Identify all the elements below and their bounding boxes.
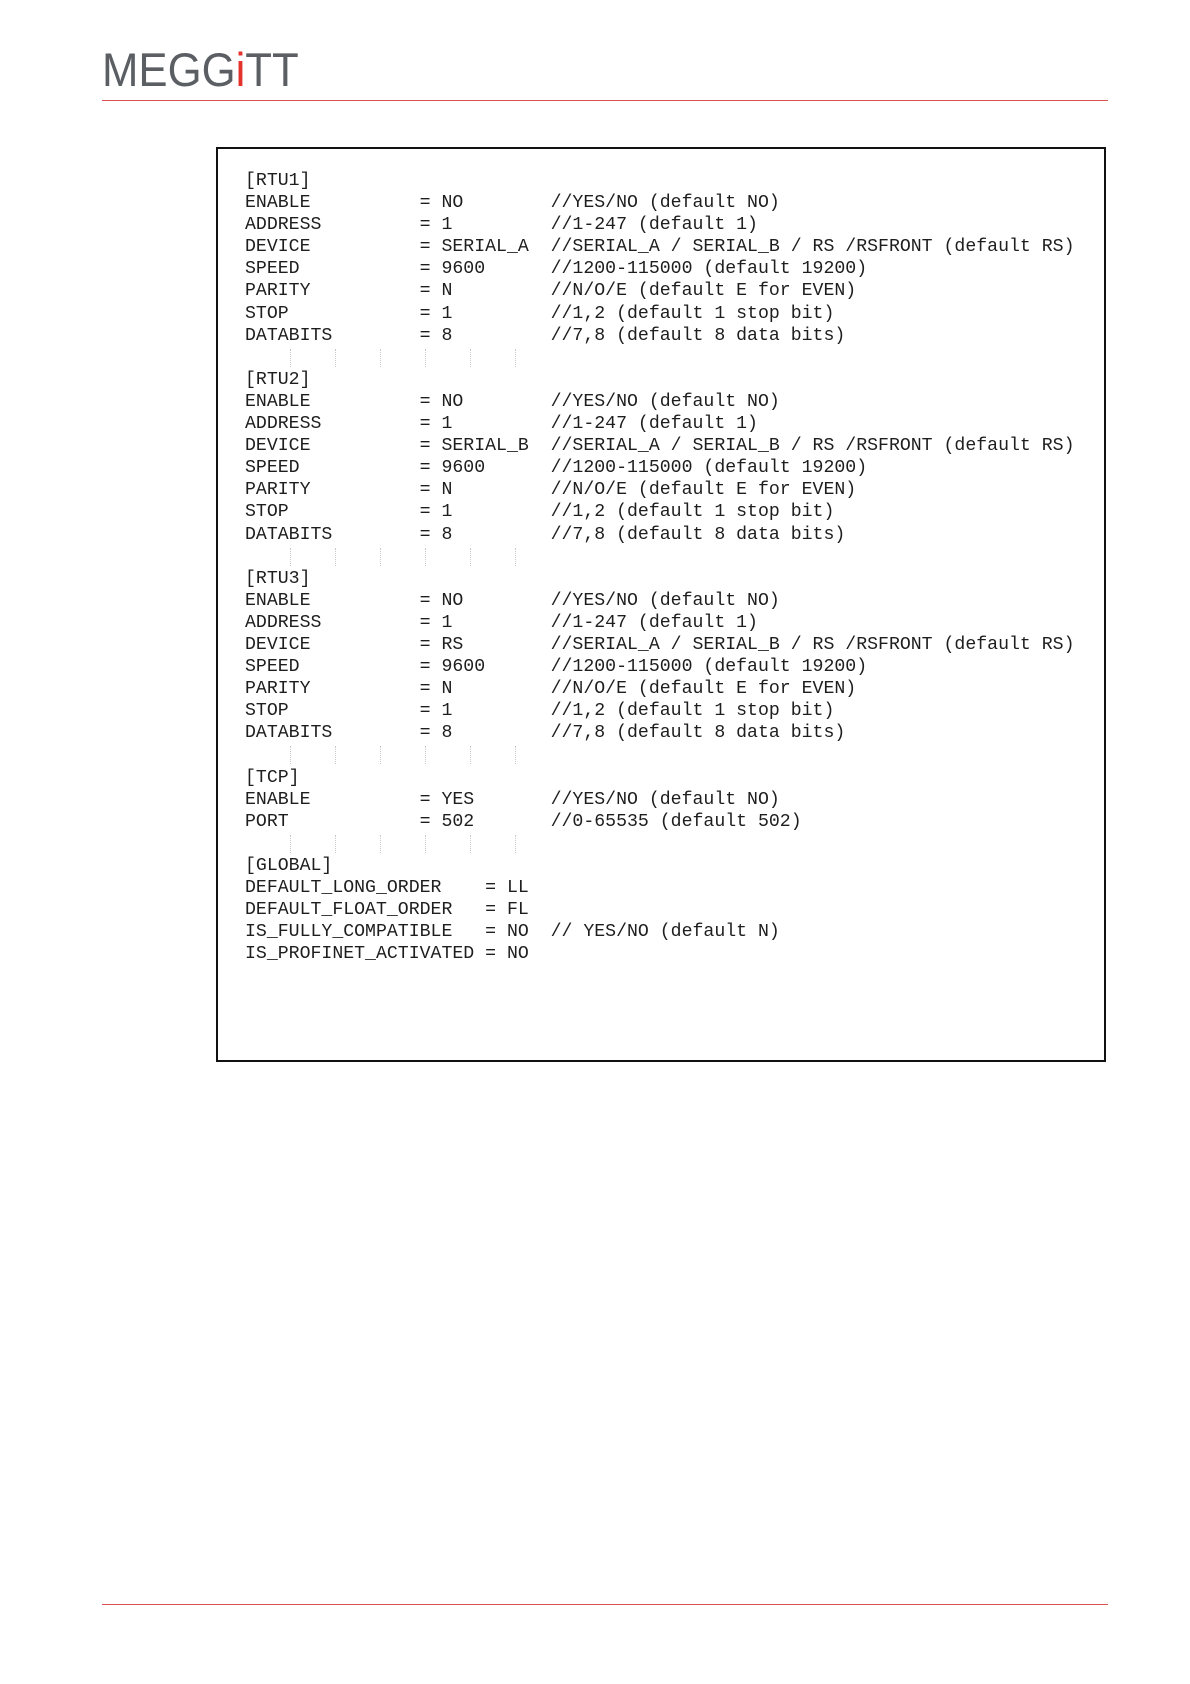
config-line: SPEED = 9600 //1200-115000 (default 19200) [245, 458, 868, 479]
tab-marker [290, 835, 291, 853]
config-line: PARITY = N //N/O/E (default E for EVEN) [245, 281, 857, 302]
tab-marker [290, 548, 291, 566]
config-blank-line [245, 744, 1075, 766]
config-section-header: [TCP] [245, 767, 300, 788]
tab-marker [290, 349, 291, 367]
config-section-header: [RTU1] [245, 171, 311, 191]
config-section-header: [RTU2] [245, 369, 311, 390]
config-line: PORT = 502 //0-65535 (default 502) [245, 811, 802, 832]
tab-marker [425, 746, 426, 764]
tab-marker [515, 835, 516, 853]
tab-marker [425, 349, 426, 367]
config-line: ENABLE = NO //YES/NO (default NO) [245, 391, 780, 412]
footer-rule [102, 1604, 1108, 1605]
config-blank-line [245, 347, 1075, 369]
config-line: STOP = 1 //1,2 (default 1 stop bit) [245, 303, 835, 324]
config-line: ADDRESS = 1 //1-247 (default 1) [245, 414, 758, 435]
tab-marker [335, 835, 336, 853]
config-section-header: [RTU3] [245, 568, 311, 589]
config-line: DEFAULT_FLOAT_ORDER = FL [245, 900, 529, 921]
config-line: SPEED = 9600 //1200-115000 (default 19200) [245, 259, 868, 280]
config-line: STOP = 1 //1,2 (default 1 stop bit) [245, 502, 835, 523]
tab-marker [470, 349, 471, 367]
config-line: PARITY = N //N/O/E (default E for EVEN) [245, 679, 857, 700]
config-line: ADDRESS = 1 //1-247 (default 1) [245, 215, 758, 236]
config-line: IS_PROFINET_ACTIVATED = NO [245, 944, 529, 965]
tab-marker [290, 746, 291, 764]
config-line: PARITY = N //N/O/E (default E for EVEN) [245, 480, 857, 501]
config-line: ENABLE = YES //YES/NO (default NO) [245, 789, 780, 810]
tab-marker [470, 835, 471, 853]
config-line: ENABLE = NO //YES/NO (default NO) [245, 590, 780, 611]
tab-marker [515, 349, 516, 367]
config-line: SPEED = 9600 //1200-115000 (default 19200) [245, 657, 868, 678]
tab-marker [515, 548, 516, 566]
config-line: ENABLE = NO //YES/NO (default NO) [245, 193, 780, 214]
tab-marker [515, 746, 516, 764]
tab-marker [380, 746, 381, 764]
tab-marker [470, 548, 471, 566]
config-blank-line [245, 546, 1075, 568]
config-line: DATABITS = 8 //7,8 (default 8 data bits) [245, 325, 846, 346]
header-rule [102, 100, 1108, 101]
tab-marker [425, 835, 426, 853]
config-line: IS_FULLY_COMPATIBLE = NO // YES/NO (default N) [245, 922, 780, 943]
tab-marker [380, 349, 381, 367]
config-section-header: [GLOBAL] [245, 855, 333, 876]
config-line: STOP = 1 //1,2 (default 1 stop bit) [245, 701, 835, 722]
config-line: DATABITS = 8 //7,8 (default 8 data bits) [245, 524, 846, 545]
config-listing [245, 170, 1075, 965]
config-listing-box [216, 147, 1106, 1062]
tab-marker [335, 746, 336, 764]
config-line: DEFAULT_LONG_ORDER = LL [245, 878, 529, 898]
config-blank-line [245, 833, 1075, 855]
config-line: DEVICE = RS //SERIAL_A / SERIAL_B / RS /RSFRONT (default RS) [245, 634, 1075, 655]
tab-marker [425, 548, 426, 566]
config-line: DEVICE = SERIAL_A //SERIAL_A / SERIAL_B / RS /RSFRONT (default RS) [245, 237, 1075, 258]
config-line: DEVICE = SERIAL_B //SERIAL_A / SERIAL_B / RS /RSFRONT (default RS) [245, 436, 1075, 457]
config-line: ADDRESS = 1 //1-247 (default 1) [245, 612, 758, 633]
tab-marker [380, 835, 381, 853]
tab-marker [470, 746, 471, 764]
tab-marker [335, 349, 336, 367]
meggitt-logo: MEGGiTT [102, 43, 299, 96]
config-line: DATABITS = 8 //7,8 (default 8 data bits) [245, 723, 846, 744]
tab-marker [335, 548, 336, 566]
tab-marker [380, 548, 381, 566]
